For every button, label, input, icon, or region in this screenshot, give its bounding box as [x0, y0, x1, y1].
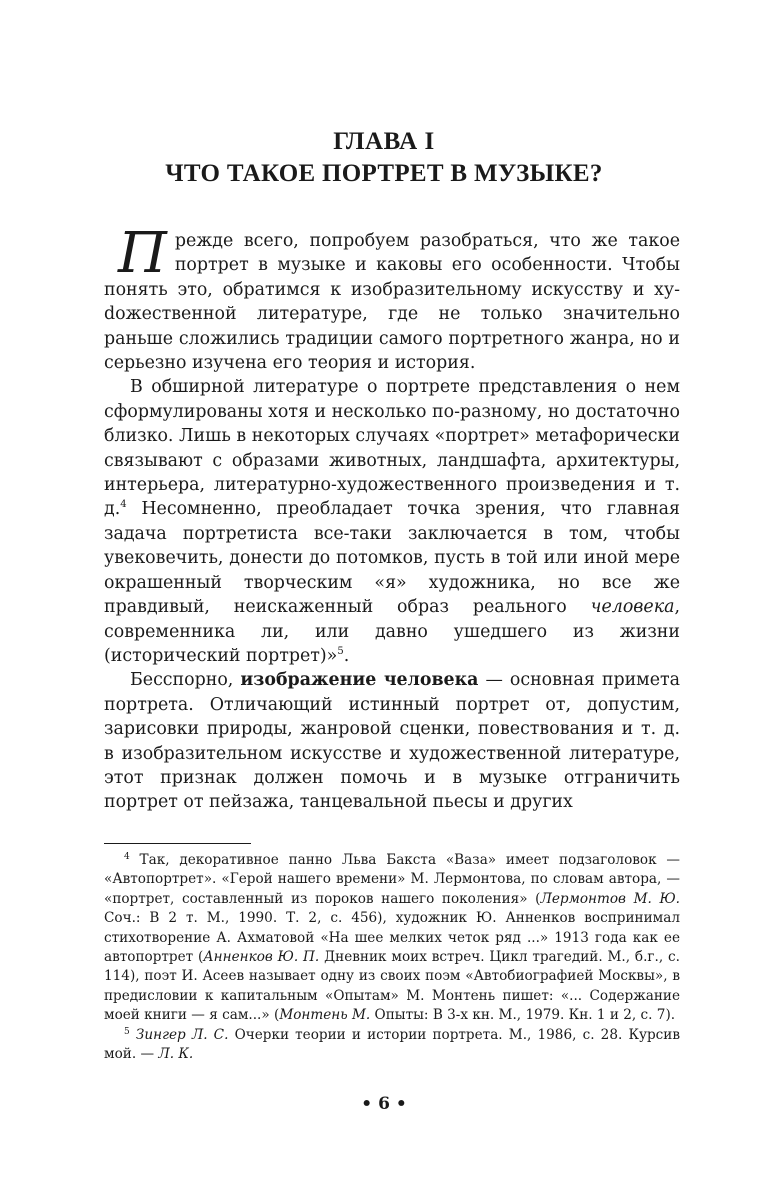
- footnote-4: [104, 851, 680, 1026]
- footnote-ref-5[interactable]: 5: [337, 645, 344, 657]
- paragraph-2-text-c: , современника ли, или давно ушедшего из жизни (исторический портрет)»: [104, 597, 680, 666]
- footnote-5-initials: Л. К.: [158, 1046, 194, 1063]
- paragraph-2-text-d: .: [343, 645, 350, 666]
- footnote-4-text-2: Соч.: В 2 т. М., 1990. Т. 2, с. 456), художник Ю. Анненков воспринимал стихотворение А. Ахматовой «На шее мелких четок ряд ...» 1913 года как ее автопортрет (: [104, 910, 680, 966]
- footnote-5-author: Зингер Л. С.: [135, 1026, 229, 1043]
- chapter-number: ГЛАВА I: [333, 128, 435, 155]
- footnote-5: [104, 1026, 680, 1065]
- chapter-title: ЧТО ТАКОЕ ПОРТРЕТ В МУЗЫКЕ?: [165, 160, 603, 187]
- paragraph-2-text-b: Несомненно, преобладает точка зрения, что главная задача портретиста все-таки заключается в том, чтобы увековечить, донести до потомков, пусть в той или иной мере окрашенный творческим «я» художника, но все же правдивый, неискаженный образ реального: [104, 499, 680, 618]
- footnotes: [104, 851, 680, 1064]
- paragraph-3-text-b: — основная примета портрета. Отличающий истинный портрет от, допустим, зарисовки природы, жанровой сценки, повествования и т. д. в изобразительном искусстве и художественной литературе, этот признак должен помочь и в музыке отграничить портрет от пейзажа, танцевальной пьесы и других: [104, 670, 680, 813]
- paragraph-2-text-a: В обширной литературе о портрете представления о нем сформулированы хотя и несколько по-разному, но достаточно близко. Лишь в некоторых случаях «портрет» метафорически связывают с образами животных, ландшафта, архитектуры, интерьера, литературно-художественного произведения и т. д.: [104, 377, 680, 520]
- footnote-5-number: 5: [124, 1026, 130, 1037]
- footnote-4-author-2: Анненков Ю. П.: [203, 949, 320, 966]
- footnote-5-text: Очерки теории и истории портрета. М., 1986, с. 28. Курсив мой. —: [104, 1026, 680, 1063]
- footnote-ref-4[interactable]: 4: [120, 499, 127, 511]
- drop-cap: П: [118, 221, 167, 286]
- footnote-4-author-1: Лермонтов М. Ю.: [540, 890, 680, 907]
- footnote-4-number: 4: [124, 852, 130, 862]
- footnote-4-text-4: Опыты: В 3-х кн. М., 1979. Кн. 1 и 2, с. 7).: [370, 1007, 676, 1024]
- footnote-divider: [104, 843, 251, 844]
- footnote-4-author-3: Монтень М.: [279, 1007, 371, 1024]
- paragraph-1-text: режде всего, попробуем разобраться, что же такое портрет в музыке и каковы его особенности. Чтобы понять это, обратимся к изобразительному искусству и хуdожественной литературе, где не только значительно раньше сложились традиции самого портретного жанра, но и серьезно изучена его теория и история.: [104, 231, 680, 374]
- paragraph-1: [104, 221, 680, 375]
- paragraph-2: [104, 375, 680, 668]
- footnote-4-text-1: Так, декоративное панно Льва Бакста «Ваза» имеет подзаголовок — «Автопортрет». «Герой нашего времени» М. Лермонтова, по словам автора, — «портрет, составленный из пороков нашего поколения» (: [104, 852, 680, 907]
- page-number: • 6 •: [361, 1094, 407, 1114]
- paragraph-3-bold: изображение человека: [240, 670, 479, 691]
- footnote-4-text-3: Дневник моих встреч. Цикл трагедий. М., б.г., с. 114), поэт И. Асеев называет одну из своих поэм «Автобиографией Москвы», в предисловии к капитальным «Опытам» М. Монтень пишет: «... Содержание моей книги — я сам...» (: [104, 949, 680, 1024]
- paragraph-2-emphasis: человека: [590, 597, 675, 618]
- paragraph-3-text-a: Бесспорно,: [130, 670, 241, 691]
- paragraph-3: [104, 668, 680, 814]
- main-text: [104, 221, 680, 815]
